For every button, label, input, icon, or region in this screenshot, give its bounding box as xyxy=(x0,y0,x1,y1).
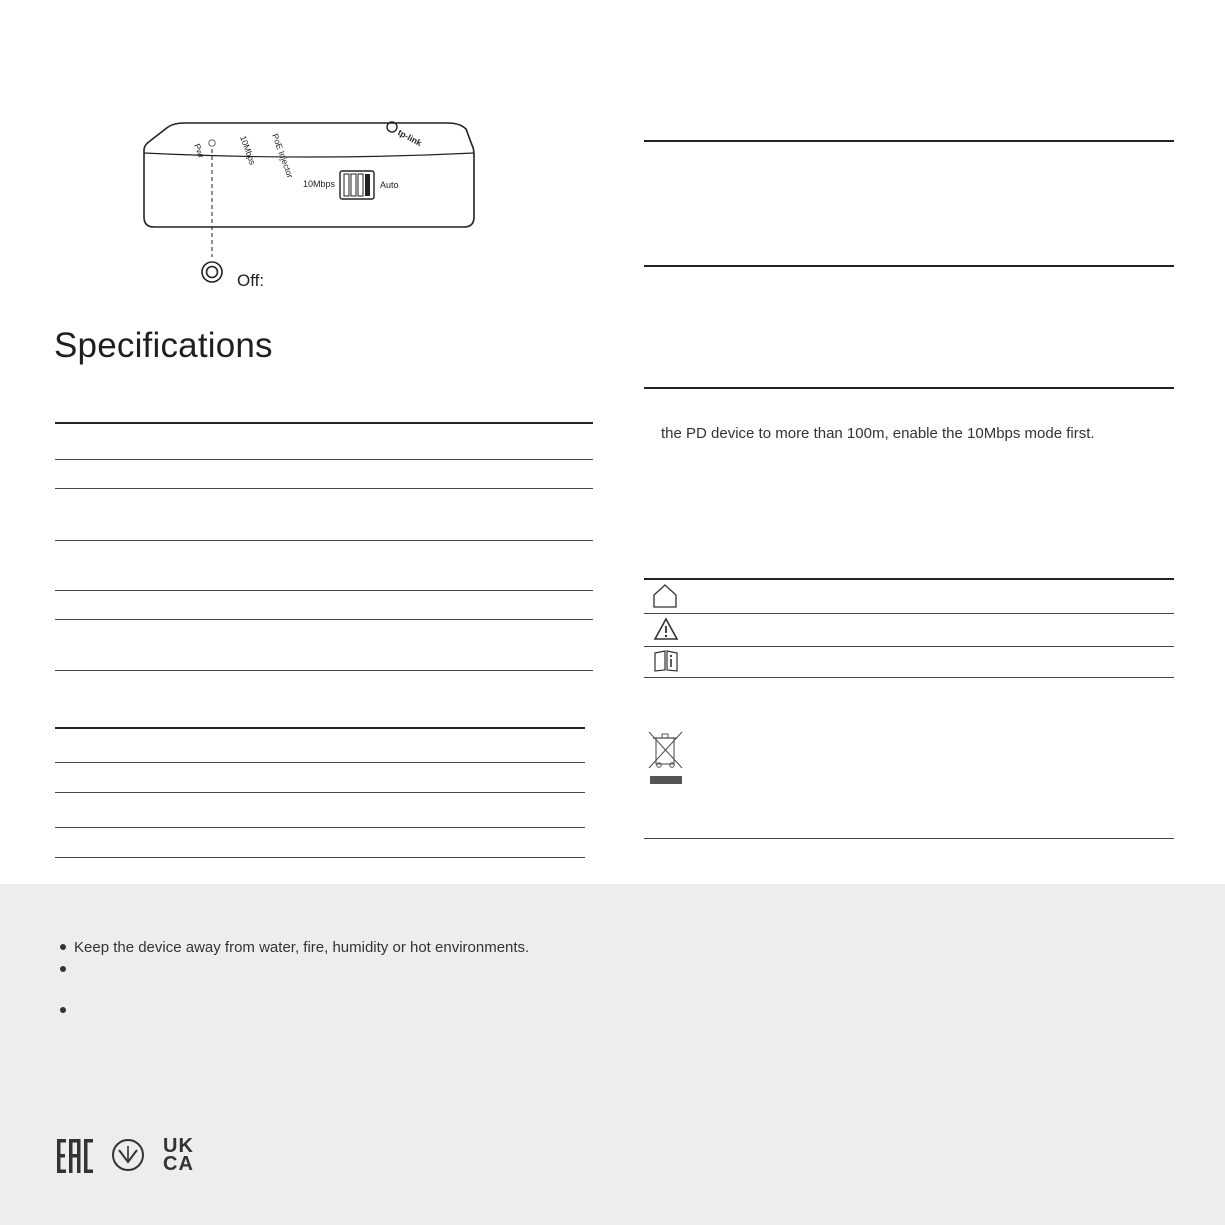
spec-row-divider xyxy=(55,857,585,858)
symbols-row-divider xyxy=(644,613,1174,614)
symbols-table-top-rule xyxy=(644,578,1174,580)
distance-note: the PD device to more than 100m, enable the 10Mbps mode first. xyxy=(661,425,1095,442)
mode-switch xyxy=(340,171,374,199)
ukca-bottom-text: CA xyxy=(163,1153,194,1175)
warning-triangle-icon xyxy=(653,617,679,646)
section-rule xyxy=(644,265,1174,267)
spec-row-divider xyxy=(55,619,593,620)
svg-text:tp-link: tp-link xyxy=(396,127,424,149)
symbols-row-divider xyxy=(644,677,1174,678)
spec-table-top-rule xyxy=(55,422,593,424)
spec-row-divider xyxy=(55,590,593,591)
spec-row-divider xyxy=(55,792,585,793)
led-off-label: Off: xyxy=(237,271,265,290)
switch-right-label: Auto xyxy=(380,180,399,190)
led-off-icon xyxy=(202,262,222,282)
bullet-dot xyxy=(60,966,66,972)
eac-mark-icon xyxy=(56,1138,94,1179)
svg-text:Pwr: Pwr xyxy=(192,142,207,160)
spec-row-divider xyxy=(55,540,593,541)
svg-text:PoE Injector: PoE Injector xyxy=(270,132,296,180)
spec-row-divider xyxy=(55,488,593,489)
bullet-dot xyxy=(60,1007,66,1013)
safety-bullet-1: Keep the device away from water, fire, humidity or hot environments. xyxy=(74,939,530,956)
spec-row-divider xyxy=(55,827,585,828)
section-rule xyxy=(644,140,1174,142)
bullet-dot xyxy=(60,944,66,950)
ukrainian-conformity-mark-icon xyxy=(111,1138,145,1177)
spec-row-divider xyxy=(55,670,593,671)
symbols-row-divider xyxy=(644,646,1174,647)
crossed-out-wheelie-bin-icon xyxy=(646,730,686,791)
spec-row-divider xyxy=(55,762,585,763)
manual-info-icon xyxy=(653,650,679,677)
home-outline-icon xyxy=(652,583,678,614)
section-rule xyxy=(644,387,1174,389)
section-rule xyxy=(644,838,1174,839)
device-illustration xyxy=(130,105,490,305)
ukca-mark-icon xyxy=(163,1137,203,1175)
ukca-top-text: UK xyxy=(163,1135,194,1157)
spec-table-top-rule xyxy=(55,727,585,729)
page-title: Specifications xyxy=(54,326,273,365)
spec-row-divider xyxy=(55,459,593,460)
svg-text:10Mbps: 10Mbps xyxy=(238,134,258,167)
switch-left-label: 10Mbps xyxy=(303,179,336,189)
